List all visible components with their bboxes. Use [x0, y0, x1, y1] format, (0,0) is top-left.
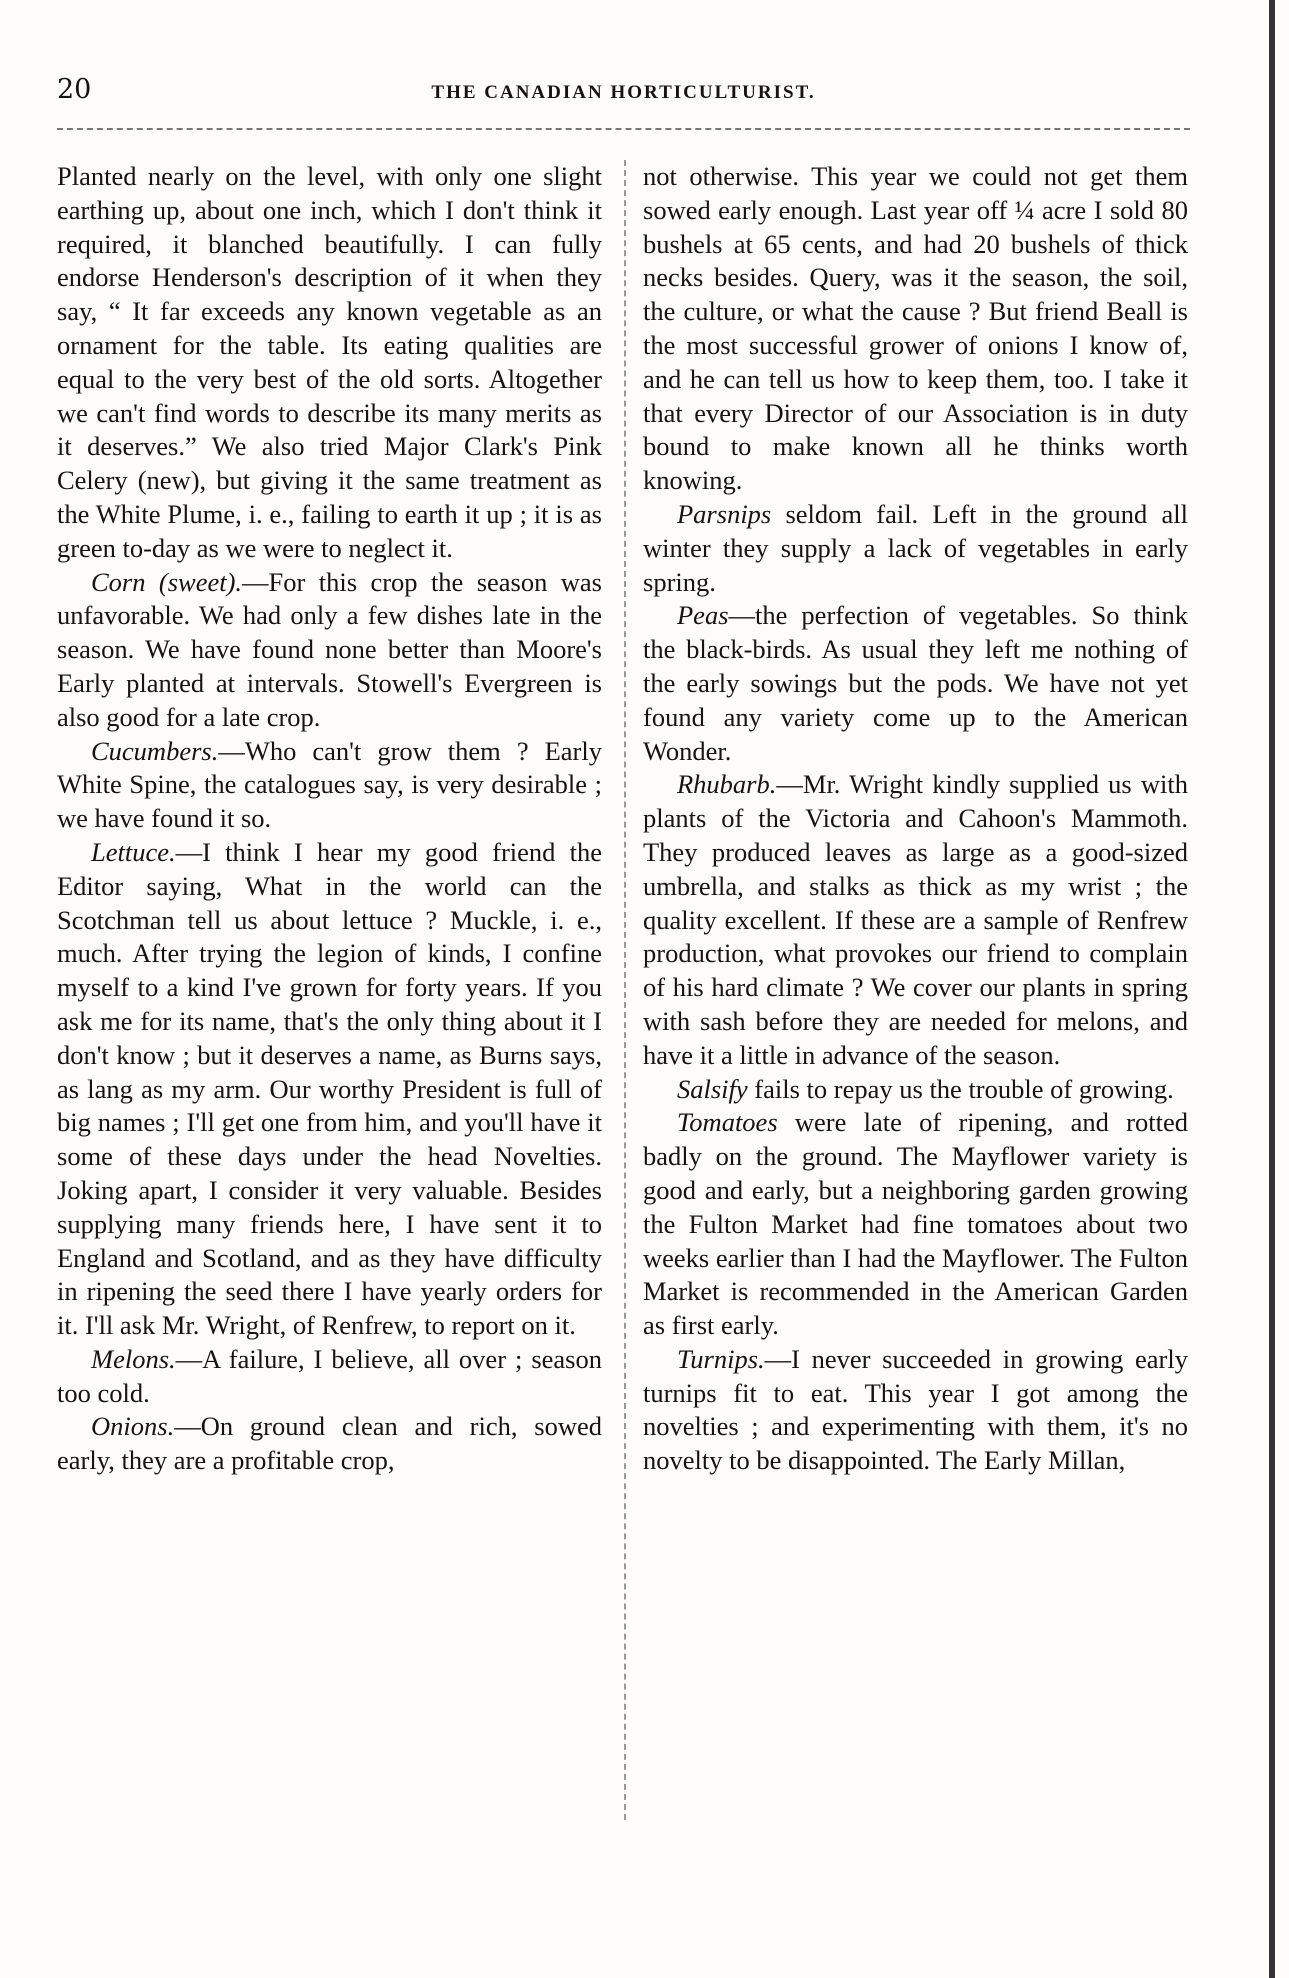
paragraph-lead: Salsify: [677, 1073, 748, 1104]
running-title: THE CANADIAN HORTICULTURIST.: [431, 82, 816, 103]
paragraph: Turnips.—I never succeeded in growing early turnips fit to eat. This year I got among the novelties ; and experimenting with them, it's no novelty to be disappointed. The Early Millan,: [643, 1343, 1188, 1476]
paragraph: Onions.—On ground clean and rich, sowed early, they are a profitable crop,: [57, 1411, 602, 1476]
page-header: [57, 74, 1190, 114]
paragraph: Peas—the perfection of vegetables. So think the black-birds. As usual they left me nothing of the early sowings but the pods. We have not yet found any variety come up to the American Wonder.: [643, 600, 1188, 766]
paragraph: not otherwise. This year we could not get them sowed early enough. Last year off ¼ acre I sold 80 bushels at 65 cents, and had 20 bushels of thick necks besides. Query, was it the season, the soil, the culture, or what the cause ? But friend Beall is the most successful grower of onions I know of, and he can tell us how to keep them, too. I take it that every Director of our Association is in duty bound to make known all he thinks worth knowing.: [643, 161, 1188, 496]
page-edge: [1269, 0, 1275, 1978]
paragraph-lead: Cucumbers.: [91, 735, 219, 766]
paragraph: Planted nearly on the level, with only one slight earthing up, about one inch, which I don't think it required, it blanched beautifully. I can fully endorse Henderson's description of it when they say, “ It far exceeds any known vegetable as an ornament for the table. Its eating qualities are equal to the very best of the old sorts. Altogether we can't find words to describe its many merits as it deserves.” We also tried Major Clark's Pink Celery (new), but giving it the same treatment as the White Plume, i. e., failing to earth it up ; it is as green to-day as we were to neglect it.: [57, 161, 602, 563]
paragraph-lead: Rhubarb.: [677, 769, 777, 800]
paragraph: Lettuce.—I think I hear my good friend the Editor saying, What in the world can the Scotchman tell us about lettuce ? Muckle, i. e., much. After trying the legion of kinds, I confine myself to a kind I've grown for forty years. If you ask me for its name, that's the only thing about it I don't know ; but it deserves a name, as Burns says, as lang as my arm. Our worthy President is full of big names ; I'll get one from him, and you'll have it some of these days under the head Novelties. Joking apart, I consider it very valuable. Besides supplying many friends here, I have sent it to England and Scotland, and as they have difficulty in ripening the seed there I have yearly orders for it. I'll ask Mr. Wright, of Renfrew, to report on it.: [57, 836, 602, 1341]
paragraph-lead: Parsnips: [677, 498, 772, 529]
column-divider: [624, 160, 626, 1820]
header-rule: [57, 128, 1190, 130]
paragraph: Tomatoes were late of ripening, and rotted badly on the ground. The Mayflower variety is good and early, but a neighboring garden growing the Fulton Market had fine tomatoes about two weeks earlier than I had the Mayflower. The Fulton Market is recommended in the American Garden as first early.: [643, 1107, 1188, 1341]
right-column: [643, 160, 1188, 1478]
paragraph-lead: Tomatoes: [677, 1107, 778, 1138]
paragraph: Parsnips seldom fail. Left in the ground all winter they supply a lack of vegetables in early spring.: [643, 498, 1188, 597]
paragraph: Corn (sweet).—For this crop the season was unfavorable. We had only a few dishes late in the season. We have found none better than Moore's Early planted at intervals. Stowell's Evergreen is also good for a late crop.: [57, 566, 602, 732]
paragraph-lead: Turnips.: [677, 1343, 765, 1374]
paragraph-lead: Lettuce.: [91, 836, 176, 867]
paragraph: Salsify fails to repay us the trouble of growing.: [677, 1073, 1174, 1104]
paragraph-lead: Onions.: [91, 1411, 175, 1442]
paragraph: Melons.—A failure, I believe, all over ; season too cold.: [57, 1343, 602, 1408]
paragraph: Rhubarb.—Mr. Wright kindly supplied us with plants of the Victoria and Cahoon's Mammoth. They produced leaves as large as a good-sized umbrella, and stalks as thick as my wrist ; the quality excellent. If these are a sample of Renfrew production, what provokes our friend to complain of his hard climate ? We cover our plants in spring with sash before they are needed for melons, and have it a little in advance of the season.: [643, 769, 1188, 1070]
paragraph-lead: Peas: [677, 600, 729, 631]
paragraph-lead: Melons.: [91, 1343, 176, 1374]
paragraph-lead: Corn (sweet).: [91, 566, 243, 597]
left-column: [57, 160, 602, 1478]
page-number: 20: [57, 74, 92, 105]
paragraph: Cucumbers.—Who can't grow them ? Early White Spine, the catalogues say, is very desirable ; we have found it so.: [57, 735, 602, 834]
